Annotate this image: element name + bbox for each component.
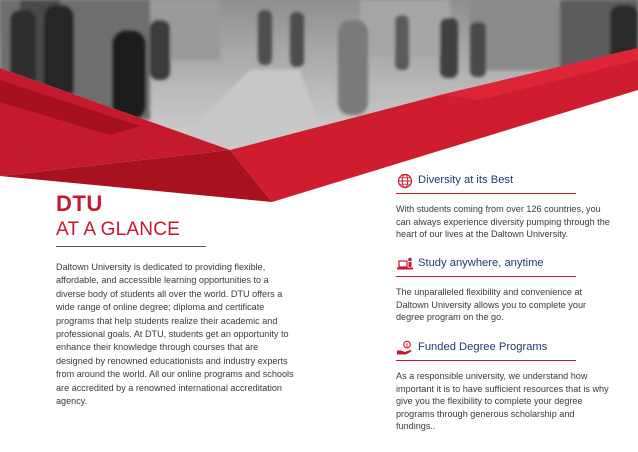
section-divider xyxy=(396,360,576,361)
section-title: Funded Degree Programs xyxy=(418,341,548,353)
brand-divider xyxy=(56,246,206,247)
section-header xyxy=(396,173,616,191)
section-body: As a responsible university, we understand how important it is to have sufficient resources that is why give you the flexibility to complete your degree programs through generous scholarship and fundings.. xyxy=(396,371,609,432)
section-title: Diversity at its Best xyxy=(418,174,514,186)
section-divider xyxy=(396,193,576,194)
section-title: Study anywhere, anytime xyxy=(418,257,544,269)
brand-subtitle: AT A GLANCE xyxy=(56,219,180,240)
section-header xyxy=(396,340,616,358)
section-divider xyxy=(396,276,576,277)
funding-hand-icon xyxy=(396,340,414,356)
intro-paragraph: Daltown University is dedicated to providing flexible, affordable, and accessible learning opportunities to a diverse body of students all over the world. DTU offers a wide range of online degree; diploma and certificate programs that help students realize their academic and professional goals. At DTU, students get an opportunity to enhance their knowledge through courses that are designed by renowned educationists and industry experts from around the world. All our online programs and schools are accredited by a renowned international accreditation agency. xyxy=(56,262,294,407)
laptop-study-icon xyxy=(396,256,414,272)
svg-text:$: $ xyxy=(405,342,409,349)
section-diversity xyxy=(396,173,616,241)
brand-title: DTU xyxy=(56,191,103,216)
section-body: With students coming from over 126 countries, you can always experience diversity pumping through the heart of our lives at the Daltown University. xyxy=(396,204,610,240)
globe-icon xyxy=(396,173,414,189)
section-study-anywhere xyxy=(396,256,616,324)
brand-block xyxy=(56,192,256,242)
section-body: The unparalleled flexibility and convenience at Daltown University allows you to complete your degree program on the go. xyxy=(396,287,587,323)
section-funded-programs xyxy=(396,340,616,433)
section-header xyxy=(396,256,616,274)
